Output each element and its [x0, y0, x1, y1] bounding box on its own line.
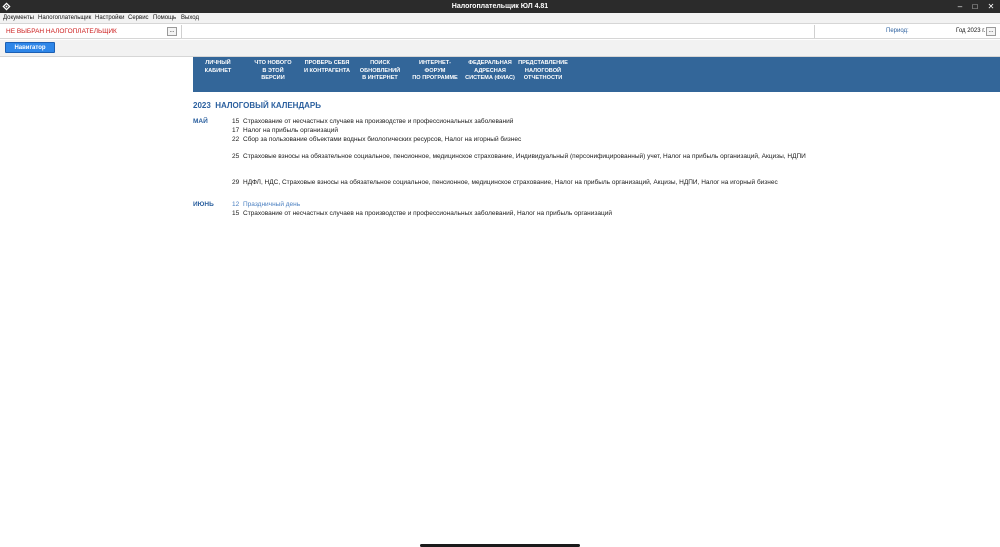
- service-find-updates[interactable]: ПОИСК ОБНОВЛЕНИЙ В ИНТЕРНЕТ: [359, 60, 401, 82]
- service-check-counterparty[interactable]: ПРОВЕРЬ СЕБЯ И КОНТРАГЕНТА: [303, 60, 351, 74]
- taxpayer-status: НЕ ВЫБРАН НАЛОГОПЛАТЕЛЬЩИК: [6, 28, 117, 35]
- service-submit-reports[interactable]: ПРЕДСТАВЛЕНИЕ НАЛОГОВОЙ ОТЧЕТНОСТИ: [518, 60, 568, 82]
- toolbar-divider: [814, 25, 815, 38]
- period-label: Период:: [886, 28, 909, 34]
- event-text: Налог на прибыль организаций: [243, 127, 338, 134]
- calendar-heading: НАЛОГОВЫЙ КАЛЕНДАРЬ: [215, 101, 322, 110]
- event-text: НДФЛ, НДС, Страховые взносы на обязательное социальное, пенсионное, медицинское страхование, Налог на прибыль организаций, Акцизы, НДПИ, Налог на игорный бизнес: [243, 179, 778, 186]
- navigator-button[interactable]: Навигатор: [5, 42, 55, 53]
- event-day: 17: [232, 127, 240, 134]
- taxpayer-select-button[interactable]: ...: [167, 27, 177, 36]
- title-bar: [0, 0, 1000, 13]
- period-select-button[interactable]: ...: [986, 27, 996, 36]
- menu-exit[interactable]: Выход: [181, 15, 199, 21]
- event-day: 15: [232, 118, 240, 125]
- menu-taxpayer[interactable]: Налогоплательщик: [38, 15, 92, 21]
- event-text: Страхование от несчастных случаев на производстве и профессиональных заболеваний: [243, 118, 514, 125]
- menu-documents[interactable]: Документы: [3, 15, 34, 21]
- event-text: Страховые взносы на обязательное социальное, пенсионное, медицинское страхование, Индивидуальный (персонифицированный) учет, Налог на прибыль организаций, Акцизы, НДПИ: [243, 153, 806, 160]
- event-day: 25: [232, 153, 240, 160]
- event-text: Страхование от несчастных случаев на производстве и профессиональных заболеваний, Налог на прибыль организаций: [243, 210, 612, 217]
- toolbar-divider: [181, 25, 182, 38]
- event-day: 12: [232, 201, 240, 208]
- menu-bar: [0, 13, 1000, 23]
- service-fias[interactable]: ФЕДЕРАЛЬНАЯ АДРЕСНАЯ СИСТЕМА (ФИАС): [465, 60, 515, 82]
- event-day: 15: [232, 210, 240, 217]
- month-june: ИЮНЬ: [193, 201, 214, 208]
- window-title: Налогоплательщик ЮЛ 4.81: [451, 3, 549, 10]
- event-text: Сбор за пользование объектами водных биологических ресурсов, Налог на игорный бизнес: [243, 136, 522, 143]
- taxpayer-toolbar: [0, 23, 1000, 39]
- menu-settings[interactable]: Настройки: [95, 15, 125, 21]
- period-value: Год 2023 г.: [956, 28, 986, 34]
- event-day: 22: [232, 136, 240, 143]
- navigator-bar: [0, 40, 1000, 57]
- service-internet-forum[interactable]: ИНТЕРНЕТ- ФОРУМ ПО ПРОГРАММЕ: [412, 60, 458, 82]
- service-whats-new[interactable]: ЧТО НОВОГО В ЭТОЙ ВЕРСИИ: [254, 60, 292, 82]
- menu-help[interactable]: Помощь: [153, 15, 177, 21]
- event-text-holiday: Праздничный день: [243, 201, 301, 208]
- minimize-icon[interactable]: –: [957, 2, 963, 11]
- month-may: МАЙ: [193, 118, 208, 125]
- services-bar: [193, 57, 1000, 92]
- event-day: 29: [232, 179, 240, 186]
- menu-service[interactable]: Сервис: [128, 15, 149, 21]
- calendar-year: 2023: [193, 101, 211, 110]
- service-personal-account[interactable]: ЛИЧНЫЙ КАБИНЕТ: [204, 60, 232, 74]
- close-icon[interactable]: ✕: [987, 2, 995, 11]
- maximize-icon[interactable]: □: [972, 2, 978, 11]
- calendar-title: [193, 101, 321, 110]
